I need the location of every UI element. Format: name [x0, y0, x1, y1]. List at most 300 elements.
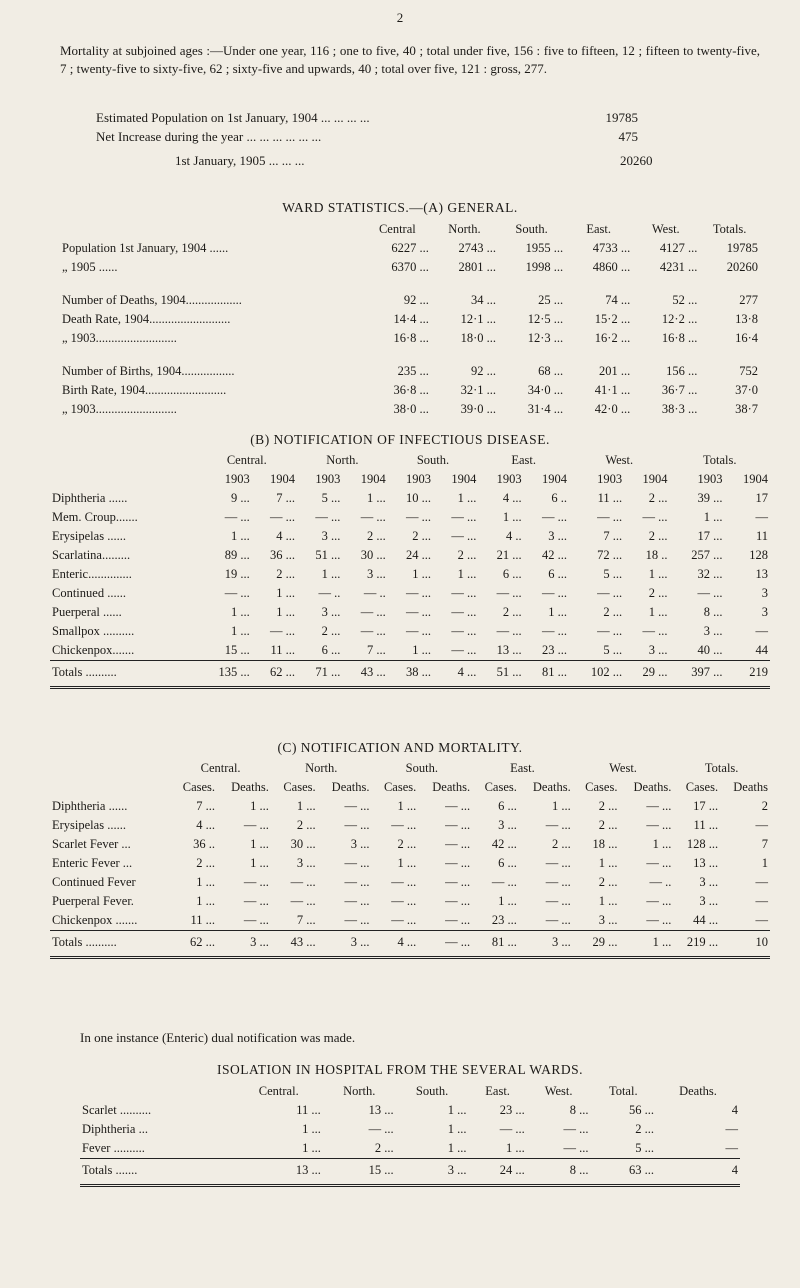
notification-cell: — ...	[406, 624, 432, 638]
mortality-cell: 2 ...	[598, 875, 618, 889]
mortality-cell: 1 ...	[397, 799, 417, 813]
mortality-cell: 3 ...	[296, 856, 316, 870]
notification-cell: — ...	[642, 510, 668, 524]
net-increase-label: Net Increase during the year ... ... ... ... ... ...	[96, 129, 322, 144]
notification-subheader-cell: 1903	[597, 472, 623, 486]
notification-cell: 1 ...	[457, 567, 477, 581]
mortality-subheader-cell: Cases.	[182, 780, 216, 794]
mortality-row-label: Chickenpox .......	[52, 913, 138, 927]
ward-stats-header-cell: East.	[586, 222, 611, 236]
notification-cell: 23 ...	[542, 643, 567, 657]
notification-ward-row	[50, 451, 770, 470]
ward-stats-cell: 2801 ...	[458, 260, 496, 274]
mortality-totals-row	[50, 931, 770, 953]
isolation-cell: 1 ...	[302, 1122, 321, 1136]
mortality-cell: 18 ...	[592, 837, 618, 851]
notification-cell: — ...	[542, 510, 567, 524]
notification-totals-cell: 38 ...	[388, 661, 433, 683]
notification-row	[50, 622, 770, 641]
mortality-subheader-cell: Deaths.	[231, 780, 269, 794]
ward-stats-spacer-cell	[60, 348, 760, 362]
mortality-cell: 1 ...	[196, 875, 216, 889]
mortality-cell: 1 ...	[598, 856, 618, 870]
mortality-cell: —	[755, 818, 768, 832]
ward-stats-cell: 34 ...	[471, 293, 496, 307]
notification-cell: — ..	[318, 586, 341, 600]
notification-double-rule-cell	[50, 682, 770, 688]
mortality-corner-cell	[50, 759, 170, 778]
notification-cell: 11 ...	[270, 643, 296, 657]
ward-stats-cell: 25 ...	[538, 293, 564, 307]
notification-cell: 30 ...	[360, 548, 386, 562]
ward-stats-header-cell: West.	[651, 222, 680, 236]
ward-stats-cell: 1998 ...	[525, 260, 564, 274]
notification-subheader-cell: 1904	[642, 472, 668, 486]
isolation-header-cell: Deaths.	[679, 1084, 717, 1098]
notification-cell: 11 ...	[597, 491, 623, 505]
mortality-cell: — ...	[445, 913, 471, 927]
notification-cell: 1 ...	[648, 605, 668, 619]
notification-cell: — ...	[315, 510, 341, 524]
notification-cell: 7 ...	[276, 491, 296, 505]
ward-stats-cell: 16·8 ...	[661, 331, 698, 345]
mortality-totals-cell: 62 ...	[170, 931, 217, 953]
mortality-cell: 17 ...	[693, 799, 719, 813]
ward-stats-cell: 74 ...	[605, 293, 631, 307]
notification-cell: 7 ...	[603, 529, 623, 543]
notification-subheader-cell: 1904	[451, 472, 477, 486]
isolation-double-rule-cell	[80, 1180, 740, 1186]
notification-cell: 1 ...	[502, 510, 522, 524]
notification-totals-cell: 81 ...	[524, 661, 569, 683]
notification-row-label: Continued ......	[52, 586, 126, 600]
mortality-ward-header: East.	[510, 761, 535, 775]
notification-cell: 17 ...	[697, 529, 723, 543]
notification-cell: — ...	[451, 643, 477, 657]
isolation-cell: 1 ...	[447, 1103, 467, 1117]
mortality-totals-cell: 1 ...	[619, 931, 673, 953]
ward-stats-cell: 12·1 ...	[460, 312, 496, 326]
notification-cell: 4 ...	[502, 491, 522, 505]
isolation-cell: 1 ...	[505, 1141, 525, 1155]
notification-cell: 8 ...	[703, 605, 723, 619]
mortality-row	[50, 816, 770, 835]
mortality-cell: 1 ...	[296, 799, 316, 813]
ward-stats-cell: 38·7	[735, 402, 758, 416]
mortality-cell: 2 ...	[551, 837, 571, 851]
isolation-totals-cell: 8 ...	[527, 1159, 591, 1181]
notification-cell: 3 ...	[648, 643, 668, 657]
notification-cell: 1 ...	[230, 605, 250, 619]
mortality-row-label: Continued Fever	[52, 875, 136, 889]
ward-stats-header-cell: North.	[448, 222, 481, 236]
isolation-row	[80, 1120, 740, 1139]
mortality-cell: 2	[761, 799, 768, 813]
ward-stats-spacer-cell	[60, 277, 760, 291]
notification-row-label: Mem. Croup.......	[52, 510, 138, 524]
notification-cell: 2 ...	[321, 624, 341, 638]
notification-cell: — ...	[597, 624, 623, 638]
ward-stats-cell: 13·8	[735, 312, 758, 326]
mortality-cell: 30 ...	[290, 837, 316, 851]
notification-cell: 5 ...	[603, 567, 623, 581]
mortality-cell: — ...	[243, 818, 269, 832]
mortality-cell: — ...	[243, 894, 269, 908]
page-number: 2	[396, 10, 404, 25]
notification-cell: 3 ...	[321, 529, 341, 543]
notification-totals-cell: 43 ...	[342, 661, 387, 683]
notification-cell: — ...	[406, 586, 432, 600]
ward-stats-cell: 39·0 ...	[460, 402, 496, 416]
isolation-cell: — ...	[563, 1141, 589, 1155]
ward-stats-cell: 277	[739, 293, 758, 307]
notification-ward-header: Totals.	[702, 453, 737, 467]
mortality-cell: — ...	[344, 913, 370, 927]
mortality-cell: 7 ...	[196, 799, 216, 813]
notification-subheader-cell: 1904	[542, 472, 567, 486]
notification-cell: — ...	[451, 624, 477, 638]
notification-cell: 3 ...	[703, 624, 723, 638]
mortality-cell: 1 ...	[397, 856, 417, 870]
ward-stats-cell: 41·1 ...	[594, 383, 631, 397]
mortality-cell: 13 ...	[693, 856, 719, 870]
notification-row-label: Puerperal ......	[52, 605, 122, 619]
mortality-ward-header: West.	[609, 761, 637, 775]
net-increase-line	[96, 129, 696, 145]
notification-ward-header: West.	[605, 453, 634, 467]
mortality-cell: — ...	[445, 818, 471, 832]
mortality-totals-cell: 3 ...	[519, 931, 573, 953]
ward-stats-spacer-row	[60, 277, 760, 291]
ward-stats-cell: 752	[739, 364, 758, 378]
ward-stats-cell: 201 ...	[598, 364, 631, 378]
mortality-cell: — ...	[445, 837, 471, 851]
mortality-cell: 2 ...	[598, 818, 618, 832]
notification-cell: 42 ...	[542, 548, 567, 562]
notification-subheader-cell: 1904	[360, 472, 386, 486]
notification-row-label: Chickenpox.......	[52, 643, 135, 657]
isolation-totals-label: Totals .......	[80, 1159, 235, 1181]
mortality-cell: — ...	[545, 894, 571, 908]
notification-table	[50, 451, 770, 689]
mortality-cell: —	[755, 875, 768, 889]
isolation-cell: — ...	[563, 1122, 589, 1136]
mortality-cell: — ...	[445, 894, 471, 908]
notification-cell: — ...	[697, 586, 723, 600]
notification-cell: 44	[755, 643, 768, 657]
mortality-double-rule	[50, 952, 770, 958]
mortality-subheader-cell: Cases.	[685, 780, 719, 794]
mortality-totals-cell: 29 ...	[573, 931, 620, 953]
jan-1905-line	[175, 153, 653, 169]
notification-cell: 15 ...	[224, 643, 250, 657]
mortality-totals-label: Totals ..........	[50, 931, 170, 953]
mortality-cell: 1	[761, 856, 768, 870]
notification-cell: — ...	[642, 624, 668, 638]
mortality-subheader-row	[50, 778, 770, 797]
mortality-row	[50, 797, 770, 816]
mortality-cell: 7	[761, 837, 768, 851]
mortality-cell: — ...	[344, 799, 370, 813]
notification-corner-cell	[50, 451, 197, 470]
isolation-row	[80, 1101, 740, 1120]
notification-subheader-cell: 1903	[224, 472, 250, 486]
notification-row	[50, 565, 770, 584]
notification-totals-row	[50, 661, 770, 683]
notification-row	[50, 546, 770, 565]
notification-row-label: Scarlatina.........	[52, 548, 131, 562]
isolation-cell: 2 ...	[374, 1141, 394, 1155]
notification-totals-cell: 102 ...	[569, 661, 624, 683]
notification-row	[50, 603, 770, 622]
mortality-cell: — ...	[290, 875, 316, 889]
mortality-cell: 3 ...	[699, 875, 719, 889]
mortality-cell: — ...	[391, 913, 417, 927]
mortality-intro-paragraph: Mortality at subjoined ages :—Under one year, 116 ; one to five, 40 ; total under five, 156 : five to fifteen, 12 ; fifteen to twenty-five, 7 ; twenty-five to sixty-five, 62 ; sixty-five and upwards, 40 ; total over five, 121 : gross, 277.	[60, 43, 760, 76]
notification-cell: 6 ...	[321, 643, 341, 657]
notification-cell: 257 ...	[691, 548, 723, 562]
ward-stats-cell: 14·4 ...	[393, 312, 429, 326]
notification-cell: 89 ...	[224, 548, 250, 562]
ward-stats-cell: 2743 ...	[458, 241, 496, 255]
mortality-row-label: Scarlet Fever ...	[52, 837, 131, 851]
ward-stats-row	[60, 310, 760, 329]
mortality-cell: 2 ...	[296, 818, 316, 832]
notification-cell: 2 ...	[648, 586, 668, 600]
mortality-cell: 7 ...	[296, 913, 316, 927]
mortality-cell: 1 ...	[250, 856, 269, 870]
notification-subheader-cell: 1903	[697, 472, 723, 486]
ward-stats-cell: 38·0 ...	[393, 402, 429, 416]
ward-stats-header-cell	[60, 220, 364, 239]
mortality-row-label: Diphtheria ......	[52, 799, 128, 813]
mortality-cell: — ...	[646, 894, 672, 908]
notification-ward-header: Central.	[226, 453, 267, 467]
ward-stats-cell: 6227 ...	[391, 241, 429, 255]
notification-subheader-cell: 1904	[743, 472, 768, 486]
mortality-subheader-cell: Deaths.	[532, 780, 571, 794]
mortality-totals-cell: 219 ...	[673, 931, 720, 953]
ward-stats-cell: 16·4	[735, 331, 758, 345]
mortality-totals-cell: 3 ...	[217, 931, 271, 953]
mortality-cell: 1 ...	[598, 894, 618, 908]
notification-cell: 1 ...	[276, 586, 296, 600]
mortality-cell: 3 ...	[699, 894, 719, 908]
isolation-header-cell: East.	[485, 1084, 510, 1098]
ward-stats-cell: 6370 ...	[391, 260, 429, 274]
notification-cell: 19 ...	[224, 567, 250, 581]
notification-subheader-cell: 1903	[406, 472, 432, 486]
isolation-cell: 1 ...	[302, 1141, 321, 1155]
notification-cell: 17	[755, 491, 768, 505]
notification-ward-header: East.	[511, 453, 536, 467]
isolation-cell: 5 ...	[635, 1141, 654, 1155]
notification-row	[50, 584, 770, 603]
ward-stats-header-cell: Central	[378, 222, 416, 236]
isolation-cell: — ...	[368, 1122, 394, 1136]
notification-row	[50, 527, 770, 546]
notification-title: (B) NOTIFICATION OF INFECTIOUS DISEASE.	[250, 432, 550, 447]
isolation-cell: — ...	[499, 1122, 525, 1136]
mortality-cell: 23 ...	[491, 913, 517, 927]
notification-cell: 3 ...	[366, 567, 386, 581]
notification-cell: 11	[755, 529, 768, 543]
ward-stats-row-label: „ 1903..........................	[62, 402, 177, 416]
ward-stats-cell: 36·7 ...	[661, 383, 698, 397]
notification-row-label: Diphtheria ......	[52, 491, 128, 505]
notification-cell: 13	[755, 567, 768, 581]
notification-row	[50, 641, 770, 661]
isolation-cell: —	[725, 1122, 738, 1136]
notification-cell: — ...	[360, 624, 386, 638]
mortality-totals-cell: 4 ...	[372, 931, 419, 953]
notification-cell: 1 ...	[412, 643, 432, 657]
mortality-totals-cell: — ...	[418, 931, 472, 953]
notification-cell: — ...	[270, 510, 296, 524]
ward-stats-cell: 16·8 ...	[393, 331, 429, 345]
isolation-row-label: Fever ..........	[82, 1141, 145, 1155]
ward-statistics-title: WARD STATISTICS.—(A) GENERAL.	[282, 200, 518, 215]
notification-subheader-cell: 1903	[496, 472, 522, 486]
ward-stats-cell: 92 ...	[403, 293, 429, 307]
ward-stats-row	[60, 400, 760, 419]
ward-stats-cell: 42·0 ...	[594, 402, 631, 416]
mortality-cell: — ...	[545, 875, 571, 889]
isolation-table	[80, 1082, 740, 1187]
mortality-totals-cell: 43 ...	[271, 931, 318, 953]
mortality-row-label: Erysipelas ......	[52, 818, 126, 832]
mortality-cell: 6 ...	[498, 799, 517, 813]
ward-stats-header-row	[60, 220, 760, 239]
notification-cell: 2 ...	[603, 605, 623, 619]
ward-stats-cell: 19785	[726, 241, 758, 255]
mortality-row-label: Enteric Fever ...	[52, 856, 133, 870]
notification-cell: — ...	[360, 605, 386, 619]
notification-cell: 1 ...	[703, 510, 723, 524]
mortality-cell: — ...	[344, 875, 370, 889]
ward-stats-cell: 52 ...	[672, 293, 698, 307]
notification-cell: 2 ...	[412, 529, 432, 543]
notification-corner-cell	[50, 470, 197, 489]
notification-cell: 10 ...	[406, 491, 432, 505]
notification-cell: 3 ...	[548, 529, 567, 543]
notification-cell: — ...	[451, 605, 477, 619]
notification-cell: — ...	[597, 586, 623, 600]
estimated-population-line	[96, 110, 696, 126]
isolation-header-row	[80, 1082, 740, 1101]
mortality-cell: 11 ...	[190, 913, 216, 927]
notification-totals-cell: 62 ...	[252, 661, 297, 683]
mortality-cell: 4 ...	[196, 818, 216, 832]
mortality-totals-cell: 81 ...	[472, 931, 519, 953]
mortality-row	[50, 873, 770, 892]
notification-cell: 1 ...	[457, 491, 477, 505]
notification-cell: 32 ...	[697, 567, 723, 581]
notification-cell: — ..	[363, 586, 386, 600]
ward-stats-cell: 92 ...	[471, 364, 496, 378]
isolation-cell: 2 ...	[635, 1122, 654, 1136]
mortality-cell: 1 ...	[498, 894, 517, 908]
notification-cell: 1 ...	[230, 624, 250, 638]
notification-cell: 2 ...	[457, 548, 477, 562]
isolation-header-cell	[80, 1082, 235, 1101]
notification-cell: — ...	[451, 529, 477, 543]
isolation-totals-cell: 4	[656, 1159, 740, 1181]
isolation-totals-cell: 3 ...	[396, 1159, 469, 1181]
notification-cell: 3	[761, 586, 768, 600]
mortality-cell: 2 ...	[598, 799, 618, 813]
mortality-cell: 42 ...	[491, 837, 517, 851]
notification-cell: — ...	[542, 586, 567, 600]
ward-stats-cell: 37·0	[735, 383, 758, 397]
isolation-totals-cell: 15 ...	[323, 1159, 396, 1181]
ward-stats-row-label: „ 1905 ......	[62, 260, 118, 274]
ward-stats-row	[60, 239, 760, 258]
notification-cell: — ...	[224, 510, 250, 524]
notification-subheader-cell: 1903	[315, 472, 341, 486]
notification-cell: — ...	[496, 586, 522, 600]
notification-cell: 13 ...	[496, 643, 522, 657]
notification-totals-cell: 51 ...	[478, 661, 523, 683]
notification-cell: 21 ...	[496, 548, 522, 562]
isolation-totals-cell: 63 ...	[591, 1159, 656, 1181]
mortality-subheader-cell: Cases.	[383, 780, 417, 794]
notification-cell: — ...	[542, 624, 567, 638]
notification-cell: 4 ..	[506, 529, 522, 543]
notification-cell: 1 ...	[366, 491, 386, 505]
isolation-cell: 13 ...	[368, 1103, 394, 1117]
ward-stats-row	[60, 329, 760, 348]
estimated-population-value: 19785	[605, 110, 638, 125]
mortality-cell: — ...	[545, 856, 571, 870]
notification-cell: 5 ...	[321, 491, 341, 505]
isolation-header-cell: Central.	[258, 1084, 299, 1098]
notification-ward-header: South.	[416, 453, 450, 467]
mortality-table	[50, 759, 770, 959]
ward-stats-row	[60, 291, 760, 310]
ward-stats-cell: 1955 ...	[525, 241, 564, 255]
mortality-cell: — ...	[545, 818, 571, 832]
notification-cell: — ...	[224, 586, 250, 600]
mortality-cell: 36 ..	[193, 837, 216, 851]
notification-cell: 7 ...	[366, 643, 386, 657]
notification-cell: —	[755, 510, 768, 524]
ward-statistics-table	[60, 220, 760, 419]
mortality-cell: — ...	[243, 875, 269, 889]
notification-row-label: Enteric..............	[52, 567, 132, 581]
notification-subheader-cell: 1904	[270, 472, 296, 486]
ward-stats-cell: 4733 ...	[592, 241, 631, 255]
mortality-cell: 128 ...	[686, 837, 719, 851]
ward-stats-header-cell: Totals.	[712, 222, 747, 236]
mortality-cell: —	[755, 894, 768, 908]
notification-cell: 2 ...	[648, 529, 668, 543]
notification-totals-cell: 71 ...	[297, 661, 342, 683]
mortality-cell: — ...	[391, 875, 417, 889]
notification-totals-cell: 4 ...	[433, 661, 478, 683]
mortality-cell: — ...	[290, 894, 316, 908]
notification-cell: — ...	[360, 510, 386, 524]
mortality-ward-header: Totals.	[704, 761, 739, 775]
mortality-corner-cell	[50, 778, 170, 797]
ward-stats-cell: 18·0 ...	[460, 331, 496, 345]
ward-stats-cell: 4860 ...	[592, 260, 631, 274]
notification-cell: 1 ...	[230, 529, 250, 543]
isolation-totals-cell: 24 ...	[469, 1159, 527, 1181]
ward-stats-cell: 12·2 ...	[661, 312, 698, 326]
isolation-cell: 4	[731, 1103, 738, 1117]
mortality-cell: — ...	[646, 818, 672, 832]
